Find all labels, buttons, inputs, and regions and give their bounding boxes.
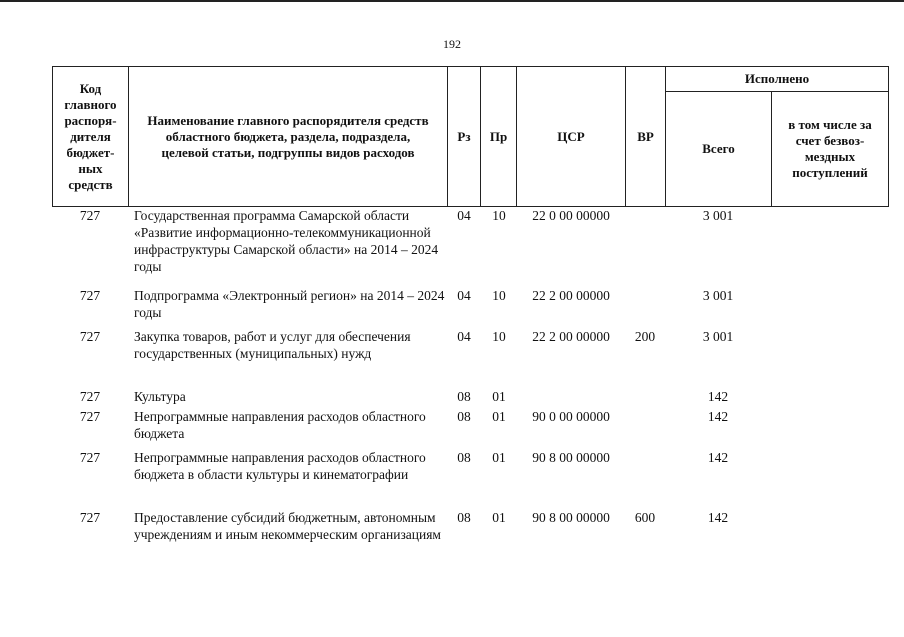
header-total: Всего [702, 141, 735, 156]
cell-name: Непрограммные направления расходов областного бюджета в области культуры и кинематографии [134, 450, 426, 482]
cell-csr: 90 8 00 00000 [532, 450, 610, 465]
cell-code: 727 [79, 450, 101, 465]
cell-vr: 600 [634, 510, 656, 525]
cell-code: 727 [79, 329, 101, 344]
cell-csr: 22 0 00 00000 [532, 208, 610, 223]
cell-pr: 01 [492, 450, 506, 465]
cell-rz: 08 [457, 510, 471, 525]
cell-rz: 08 [457, 450, 471, 465]
cell-pr: 10 [492, 288, 506, 303]
cell-total: 3 001 [702, 329, 734, 344]
cell-csr: 22 2 00 00000 [532, 288, 610, 303]
cell-total: 3 001 [702, 208, 734, 223]
cell-vr: 200 [634, 329, 656, 344]
cell-pr: 10 [492, 208, 506, 223]
header-border [888, 66, 889, 207]
cell-total: 3 001 [702, 288, 734, 303]
header-free: в том числе за счет безвоз-мездных поступлений [788, 117, 872, 180]
cell-csr: 90 0 00 00000 [532, 409, 610, 424]
cell-pr: 01 [492, 409, 506, 424]
header-rz: Рз [457, 128, 471, 144]
cell-name: Закупка товаров, работ и услуг для обеспечения государственных (муниципальных) нужд [134, 329, 411, 361]
cell-code: 727 [79, 288, 101, 303]
cell-code: 727 [79, 409, 101, 424]
cell-code: 727 [79, 389, 101, 404]
cell-pr: 01 [492, 389, 506, 404]
cell-csr: 22 2 00 00000 [532, 329, 610, 344]
header-vr: ВР [637, 128, 654, 144]
cell-csr: 90 8 00 00000 [532, 510, 610, 525]
cell-rz: 04 [457, 288, 471, 303]
cell-total: 142 [707, 510, 729, 525]
cell-name: Непрограммные направления расходов областного бюджета [134, 409, 426, 441]
page-number: 192 [443, 37, 461, 51]
header-csr: ЦСР [557, 128, 585, 144]
cell-rz: 04 [457, 329, 471, 344]
cell-rz: 04 [457, 208, 471, 223]
cell-name: Государственная программа Самарской области «Развитие информационно-телекоммуникационной инфраструктуры Самарской области» на 2014 – 2024 годы [134, 208, 439, 274]
cell-name: Предоставление субсидий бюджетным, автономным учреждениям и иным некоммерческим организациям [134, 510, 441, 542]
cell-code: 727 [79, 510, 101, 525]
cell-rz: 08 [457, 389, 471, 404]
header-executed: Исполнено [744, 71, 810, 86]
cell-total: 142 [707, 389, 729, 404]
cell-code: 727 [79, 208, 101, 223]
header-code: Код главного распоря-дителя бюджет-ных средств [64, 80, 117, 192]
cell-total: 142 [707, 409, 729, 424]
cell-pr: 10 [492, 329, 506, 344]
cell-rz: 08 [457, 409, 471, 424]
cell-total: 142 [707, 450, 729, 465]
header-name: Наименование главного распорядителя средств областного бюджета, раздела, подраздела, целевой статьи, подгруппы видов расходов [147, 112, 429, 160]
cell-name: Культура [134, 389, 186, 404]
top-border-line [0, 0, 904, 2]
cell-name: Подпрограмма «Электронный регион» на 2014 – 2024 годы [134, 288, 445, 320]
header-pr: Пр [489, 128, 508, 144]
cell-pr: 01 [492, 510, 506, 525]
